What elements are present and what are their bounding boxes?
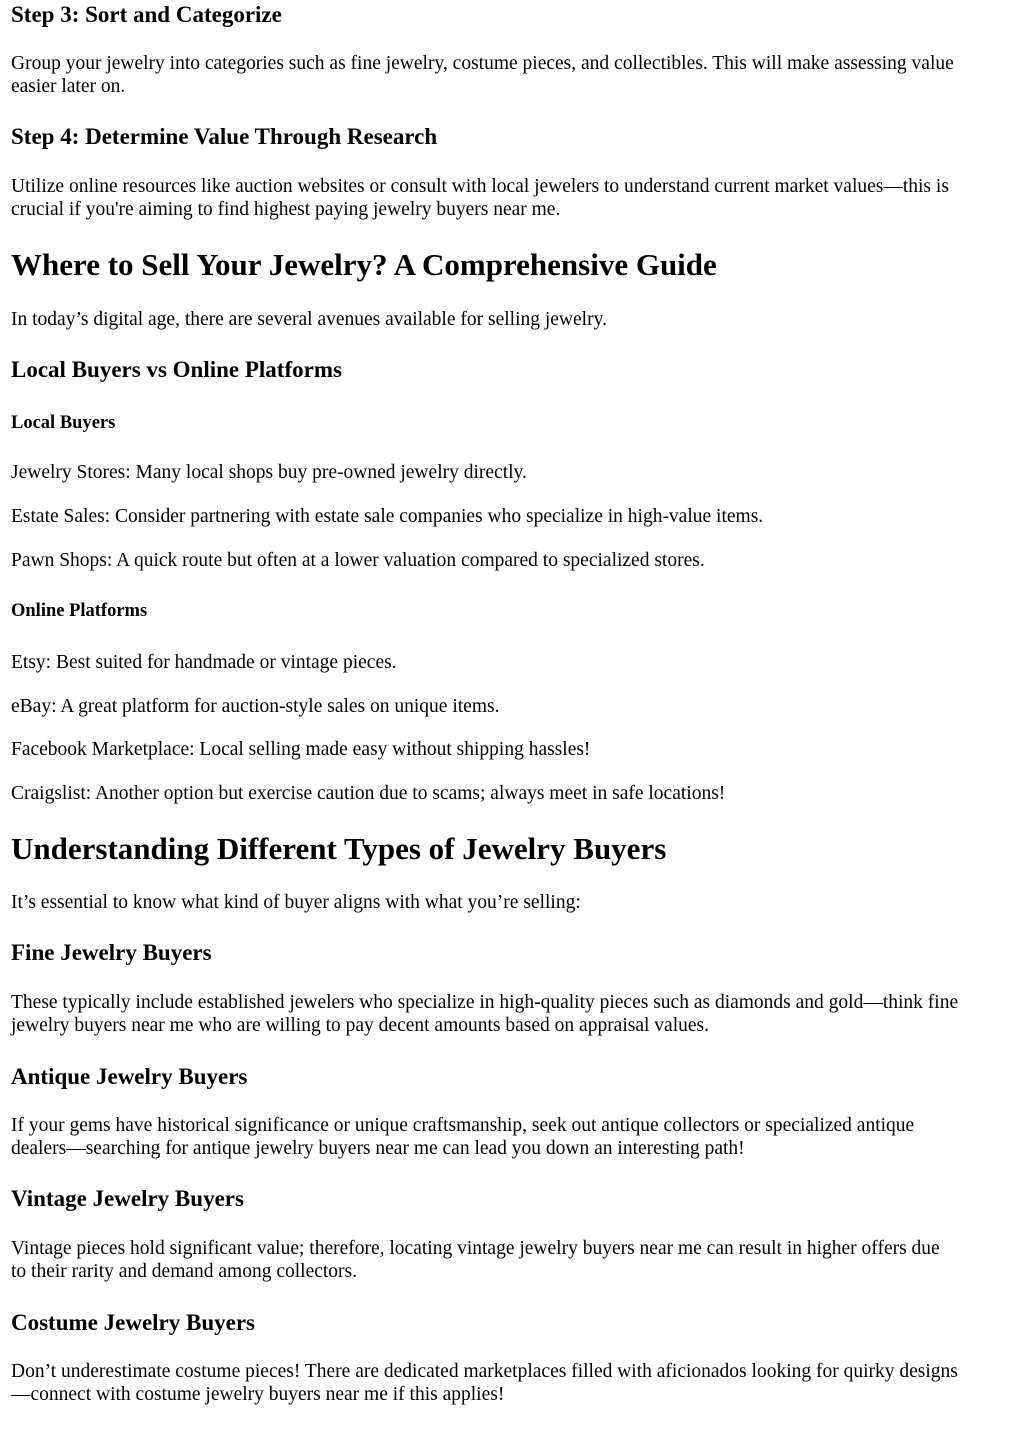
antique-jewelry-body-line2: dealers—searching for antique jewelry buyers near me can lead you down an interesting path!	[11, 1138, 745, 1159]
online-platforms-heading: Online Platforms	[11, 601, 148, 621]
vintage-jewelry-body-line1: Vintage pieces hold significant value; therefore, locating vintage jewelry buyers near me can result in higher offers due	[11, 1238, 940, 1259]
buyer-types-intro: It’s essential to know what kind of buyer aligns with what you’re selling:	[11, 892, 581, 913]
antique-jewelry-body	[11, 1114, 914, 1160]
local-item-jewelry-stores: Jewelry Stores: Many local shops buy pre-owned jewelry directly.	[11, 462, 527, 483]
vintage-jewelry-heading: Vintage Jewelry Buyers	[11, 1186, 244, 1211]
fine-jewelry-body-line2: jewelry buyers near me who are willing to pay decent amounts based on appraisal values.	[11, 1015, 709, 1036]
fine-jewelry-body-line1: These typically include established jewelers who specialize in high-quality pieces such as diamonds and gold—think fine	[11, 992, 959, 1013]
step3-body-line1: Group your jewelry into categories such as fine jewelry, costume pieces, and collectibles. This will make assessing value	[11, 53, 954, 74]
online-item-facebook-marketplace: Facebook Marketplace: Local selling made easy without shipping hassles!	[11, 739, 591, 760]
step3-heading: Step 3: Sort and Categorize	[11, 2, 282, 27]
local-item-pawn-shops: Pawn Shops: A quick route but often at a lower valuation compared to specialized stores.	[11, 550, 705, 571]
step3-body	[11, 52, 954, 98]
antique-jewelry-body-line1: If your gems have historical significance or unique craftsmanship, seek out antique collectors or specialized antique	[11, 1115, 915, 1136]
costume-jewelry-heading: Costume Jewelry Buyers	[11, 1310, 256, 1335]
local-vs-online-heading: Local Buyers vs Online Platforms	[11, 357, 342, 382]
where-to-sell-intro: In today’s digital age, there are several avenues available for selling jewelry.	[11, 309, 607, 330]
costume-jewelry-body-line1: Don’t underestimate costume pieces! There are dedicated marketplaces filled with aficionados looking for quirky designs	[11, 1361, 958, 1382]
step4-body-line1: Utilize online resources like auction websites or consult with local jewelers to understand current market values—this is	[11, 176, 949, 197]
fine-jewelry-heading: Fine Jewelry Buyers	[11, 940, 212, 965]
online-item-etsy: Etsy: Best suited for handmade or vintage pieces.	[11, 652, 397, 673]
antique-jewelry-heading: Antique Jewelry Buyers	[11, 1064, 248, 1089]
costume-jewelry-body-line2: —connect with costume jewelry buyers near me if this applies!	[11, 1384, 505, 1405]
step4-body	[11, 175, 949, 221]
online-item-craigslist: Craigslist: Another option but exercise caution due to scams; always meet in safe locations!	[11, 783, 726, 804]
step4-heading: Step 4: Determine Value Through Research	[11, 124, 438, 149]
local-buyers-heading: Local Buyers	[11, 413, 116, 433]
online-item-ebay: eBay: A great platform for auction-style sales on unique items.	[11, 696, 500, 717]
local-item-estate-sales: Estate Sales: Consider partnering with estate sale companies who specialize in high-value items.	[11, 506, 764, 527]
buyer-types-heading: Understanding Different Types of Jewelry Buyers	[11, 831, 667, 866]
step3-body-line2: easier later on.	[11, 76, 126, 97]
step4-body-line2: crucial if you're aiming to find highest paying jewelry buyers near me.	[11, 199, 561, 220]
vintage-jewelry-body	[11, 1237, 940, 1283]
vintage-jewelry-body-line2: to their rarity and demand among collectors.	[11, 1261, 358, 1282]
fine-jewelry-body	[11, 991, 958, 1037]
where-to-sell-heading: Where to Sell Your Jewelry? A Comprehensive Guide	[11, 247, 717, 282]
costume-jewelry-body	[11, 1360, 958, 1406]
